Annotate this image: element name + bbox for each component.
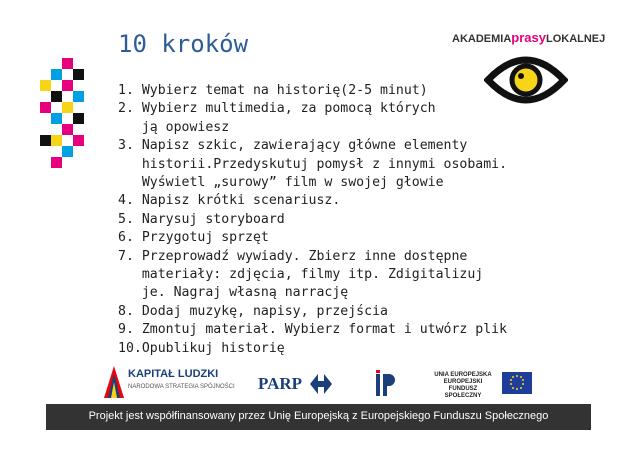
kapital-ludzki-label: KAPITAŁ LUDZKI	[128, 368, 219, 380]
mosaic-square	[62, 124, 73, 135]
mosaic-square	[73, 135, 84, 146]
list-item: 1. Wybierz temat na historię(2-5 minut)	[118, 83, 428, 98]
eu-flag-icon	[502, 372, 532, 394]
steps-list	[118, 82, 507, 358]
mosaic-square	[51, 69, 62, 80]
logo-prefix: AKADEMIA	[452, 33, 512, 45]
mosaic-square	[73, 113, 84, 124]
kapital-ludzki-sub: NARODOWA STRATEGIA SPÓJNOŚCI	[128, 384, 235, 390]
kapital-ludzki-icon	[102, 364, 126, 400]
list-item: 10.Opublikuj historię	[118, 340, 285, 356]
mosaic-square	[51, 113, 62, 124]
mosaic-square	[73, 69, 84, 80]
list-item: Wyświetl „surowy” film w swojej głowie	[118, 175, 444, 191]
logo-brand: prasy	[511, 30, 546, 45]
list-item: ją opowiesz	[118, 119, 230, 135]
mosaic-square	[73, 91, 84, 102]
list-item: 5. Narysuj storyboard	[118, 211, 285, 227]
mosaic-square	[40, 102, 51, 113]
list-item: 3. Napisz szkic, zawierający główne elementy	[118, 138, 468, 154]
list-item: 7. Przeprowadź wywiady. Zbierz inne dostępne	[118, 248, 468, 264]
mosaic-square	[40, 135, 51, 146]
parp-logo: PARP	[258, 374, 303, 393]
logo-suffix: LOKALNEJ	[545, 33, 606, 45]
list-item: 9. Zmontuj materiał. Wybierz format i utwórz plik	[118, 322, 508, 338]
list-item: 2. Wybierz multimedia, za pomocą których	[118, 101, 436, 117]
footer-bar-text: Projekt jest współfinansowany przez Unię Europejską z Europejskiego Funduszu Społecznego	[88, 410, 549, 422]
ip-logo-icon	[374, 370, 396, 398]
footer-logos	[46, 360, 591, 404]
mosaic-square	[40, 80, 51, 91]
list-item: 6. Przygotuj sprzęt	[118, 230, 269, 246]
mosaic-square	[62, 146, 73, 157]
list-item: materiały: zdjęcia, filmy itp. Zdigitalizuj	[118, 267, 484, 283]
ue-label: UNIA EUROPEJSKA EUROPEJSKI FUNDUSZ SPOŁECZNY	[434, 372, 492, 399]
parp-arrows-icon	[308, 372, 334, 396]
list-item: historii.Przedyskutuj pomysł z innymi osobami.	[118, 156, 508, 172]
list-item: 4. Napisz krótki scenariusz.	[118, 193, 341, 209]
mosaic-square	[51, 157, 62, 168]
mosaic-square	[62, 80, 73, 91]
mosaic-square	[51, 91, 62, 102]
mosaic-square	[51, 135, 62, 146]
mosaic-square	[62, 58, 73, 69]
akademia-prasy-logo	[452, 30, 605, 45]
list-item: je. Nagraj własną narrację	[118, 285, 349, 301]
list-item: 8. Dodaj muzykę, napisy, przejścia	[118, 303, 388, 319]
mosaic-square	[62, 102, 73, 113]
footer-bar	[46, 404, 591, 430]
page-title: 10 kroków	[118, 30, 249, 58]
